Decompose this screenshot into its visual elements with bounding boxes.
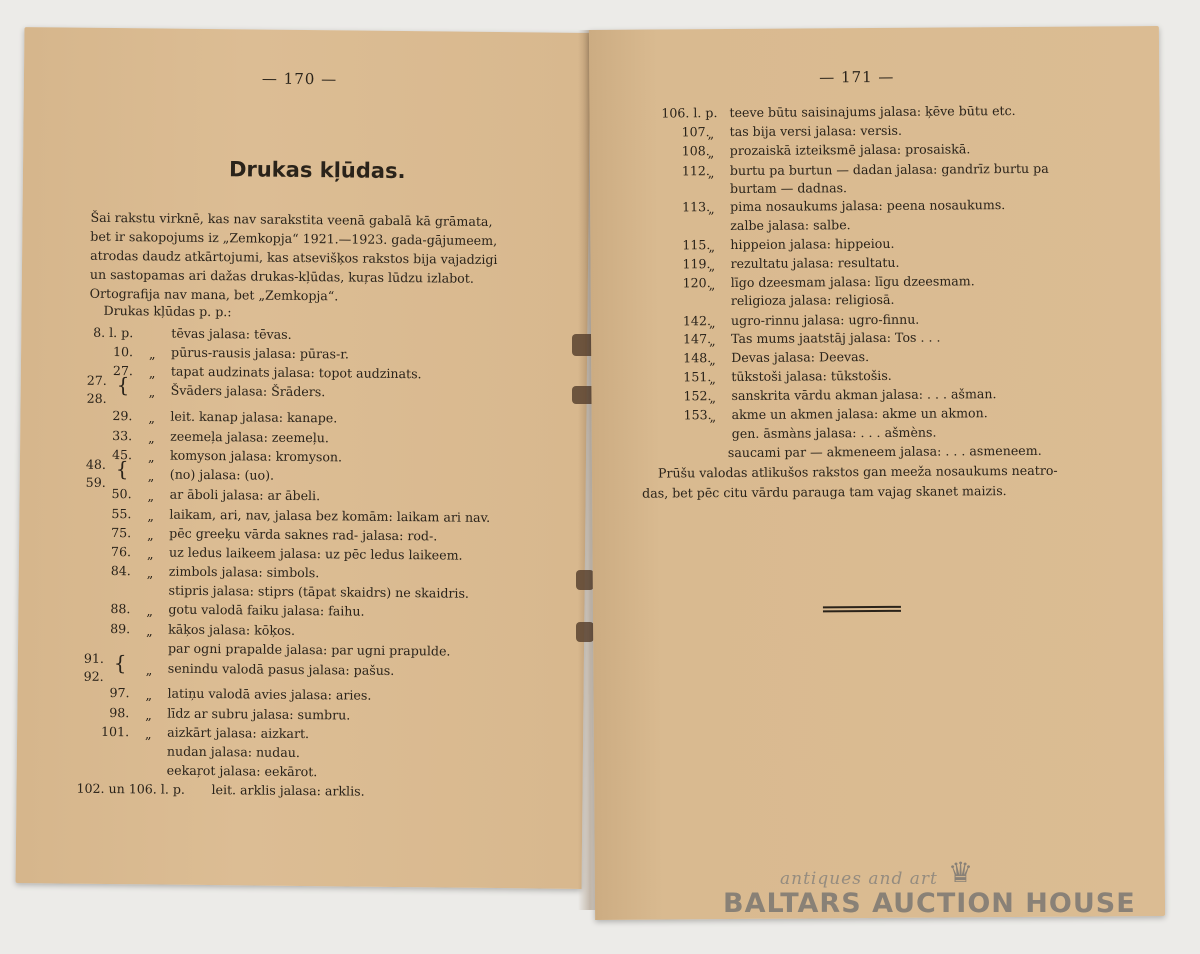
errata-entry: līgo dzeesmam jalasa: līgu dzeesmam. bbox=[730, 273, 975, 291]
errata-number: 88. bbox=[110, 600, 131, 617]
ditto-mark: „ bbox=[708, 277, 716, 293]
ditto-mark: „ bbox=[145, 662, 153, 678]
errata-number: 151. bbox=[683, 369, 712, 385]
ditto-mark: „ bbox=[709, 409, 717, 425]
errata-entry: pēc greeķu vārda saknes rad- jalasa: rod-. bbox=[169, 525, 438, 544]
ditto-mark: „ bbox=[145, 687, 153, 703]
intro-line: Ortografija nav mana, bet „Zemkopja“. bbox=[89, 285, 339, 304]
errata-entry: tas bija versi jalasa: versis. bbox=[729, 122, 903, 140]
ditto-mark: „ bbox=[709, 333, 716, 349]
intro-line: bet ir sakopojums iz „Zemkopja“ 1921.—1923. gada-gājumeem, bbox=[90, 228, 498, 249]
ditto-mark: „ bbox=[146, 623, 153, 639]
intro-line: un sastopamas ari dažas drukas-kļūdas, kuŗas lūdzu izlabot. bbox=[89, 266, 474, 286]
errata-entry: zimbols jalasa: simbols. bbox=[168, 563, 320, 581]
intro-line: atrodas daudz atkārtojumi, kas atsevišķos rakstos bija vajadzigi bbox=[90, 247, 498, 268]
errata-number: 50. bbox=[111, 485, 132, 502]
errata-number: 147. bbox=[682, 331, 712, 347]
crown-icon: ♛ bbox=[948, 856, 974, 889]
errata-entry: eekaŗot jalasa: eekārot. bbox=[166, 762, 318, 780]
end-rule bbox=[823, 610, 901, 613]
errata-number: 153. bbox=[683, 407, 712, 423]
ditto-mark: „ bbox=[146, 565, 154, 581]
ditto-mark: „ bbox=[709, 371, 716, 387]
errata-entry: uz ledus laikeem jalasa: uz pēc ledus laikeem. bbox=[168, 544, 463, 563]
errata-entry: tapat audzinats jalasa: topot audzinats. bbox=[170, 363, 422, 382]
errata-entry: zalbe jalasa: salbe. bbox=[730, 217, 851, 234]
ditto-mark: „ bbox=[709, 390, 717, 406]
errata-entry: burtu pa burtun — dadan jalasa: gandrīz burtu pa bbox=[729, 160, 1049, 179]
ditto-mark: „ bbox=[708, 239, 715, 255]
errata-entry: senindu valodā pasus jalasa: pašus. bbox=[167, 660, 395, 678]
ditto-mark: „ bbox=[707, 165, 715, 181]
ditto-mark: „ bbox=[148, 410, 156, 426]
left-page bbox=[16, 27, 591, 889]
errata-entry: teeve būtu saisinajums jalasa: ķēve būtu etc. bbox=[729, 103, 1016, 121]
ditto-mark: „ bbox=[145, 707, 152, 723]
errata-number: 107. bbox=[681, 124, 710, 140]
ditto-mark: „ bbox=[147, 449, 155, 465]
errata-number: 98. bbox=[109, 704, 130, 721]
closing-line: das, bet pēc citu vārdu parauga tam vajag skanet maizis. bbox=[642, 483, 1007, 501]
errata-number: 102. un 106. l. p. bbox=[76, 780, 186, 797]
errata-number: 33. bbox=[112, 428, 133, 444]
brace-mark: { bbox=[113, 651, 127, 676]
errata-number: 84. bbox=[110, 562, 131, 579]
errata-entry: Tas mums jaatstāj jalasa: Tos . . . bbox=[731, 329, 941, 347]
errata-number: 106. l. p. bbox=[661, 105, 718, 121]
errata-number: 10. bbox=[112, 344, 134, 360]
errata-entry: religioza jalasa: religiosā. bbox=[730, 291, 895, 309]
binding-staple bbox=[576, 622, 594, 642]
errata-entry: zeemeļa jalasa: zeemeļu. bbox=[170, 428, 330, 446]
errata-entry: tūkstoši jalasa: tūkstošis. bbox=[731, 367, 892, 385]
errata-entry: pūrus-rausis jalasa: pūras-r. bbox=[171, 344, 350, 362]
ditto-mark: „ bbox=[707, 145, 715, 161]
errata-entry: gen. āsmàns jalasa: . . . ašmèns. bbox=[731, 424, 937, 442]
watermark-brand: BALTARS AUCTION HOUSE bbox=[723, 888, 1136, 919]
errata-entry: aizkārt jalasa: aizkart. bbox=[167, 724, 310, 742]
errata-list-heading: Drukas kļūdas p. p.: bbox=[103, 302, 232, 320]
ditto-mark: „ bbox=[147, 508, 154, 524]
errata-number: 29. bbox=[112, 408, 133, 424]
binding-staple bbox=[576, 570, 594, 590]
ditto-mark: „ bbox=[147, 488, 155, 504]
errata-entry: burtam — dadnas. bbox=[729, 180, 848, 197]
errata-number: 91. 92. bbox=[83, 650, 105, 684]
errata-number: 27. 28. bbox=[86, 372, 107, 406]
errata-entry: nudan jalasa: nudau. bbox=[166, 743, 300, 760]
errata-number: 119. bbox=[682, 256, 711, 272]
errata-number: 48. 59. bbox=[85, 456, 107, 490]
errata-entry: leit. arklis jalasa: arklis. bbox=[211, 782, 365, 799]
closing-line: Prūšu valodas atlikušos rakstos gan meeža nosaukums neatro- bbox=[657, 462, 1058, 481]
brace-mark: { bbox=[115, 457, 129, 482]
errata-entry: hippeion jalasa: hippeiou. bbox=[730, 235, 895, 253]
errata-number: 113. bbox=[682, 199, 711, 215]
page-title: Drukas kļūdas. bbox=[228, 157, 406, 184]
ditto-mark: „ bbox=[148, 430, 155, 446]
errata-number: 97. bbox=[109, 684, 130, 701]
errata-number: 75. bbox=[111, 524, 132, 541]
brace-mark: { bbox=[116, 373, 130, 398]
errata-entry: latiņu valodā avies jalasa: aries. bbox=[167, 685, 372, 703]
errata-entry: leit. kanap jalasa: kanape. bbox=[170, 408, 338, 426]
errata-entry: (no) jalasa: (uo). bbox=[169, 466, 275, 483]
errata-number: 45. bbox=[111, 447, 133, 463]
errata-number: 115. bbox=[682, 237, 711, 253]
errata-number: 55. bbox=[111, 505, 132, 522]
errata-number: 76. bbox=[110, 543, 132, 560]
ditto-mark: „ bbox=[147, 527, 154, 543]
errata-entry: saucami par — akmeneem jalasa: . . . asmeneem. bbox=[727, 442, 1042, 461]
errata-entry: Devas jalasa: Deevas. bbox=[731, 349, 870, 366]
errata-number: 112. bbox=[681, 163, 710, 179]
errata-entry: līdz ar subru jalasa: sumbru. bbox=[167, 705, 351, 723]
errata-entry: sanskrita vārdu akman jalasa: . . . ašman. bbox=[731, 386, 997, 404]
errata-number: 89. bbox=[110, 620, 131, 637]
end-rule bbox=[823, 606, 901, 609]
ditto-mark: „ bbox=[708, 258, 716, 274]
errata-entry: prozaiskā izteiksmē jalasa: prosaiskā. bbox=[729, 141, 971, 159]
watermark-tagline: antiques and art bbox=[780, 869, 938, 889]
errata-number: 152. bbox=[683, 388, 712, 404]
errata-entry: laikam, ari, nav, jalasa bez komām: laikam ari nav. bbox=[169, 506, 491, 525]
errata-number: 142. bbox=[682, 313, 711, 329]
ditto-mark: „ bbox=[707, 126, 715, 142]
errata-entry: par ogni prapalde jalasa: par ugni prapulde. bbox=[167, 640, 451, 659]
ditto-mark: „ bbox=[148, 365, 156, 381]
errata-entry: tēvas jalasa: tēvas. bbox=[171, 325, 292, 342]
ditto-mark: „ bbox=[146, 546, 154, 562]
errata-number: 101. bbox=[101, 723, 130, 740]
ditto-mark: „ bbox=[149, 346, 156, 362]
ditto-mark: „ bbox=[148, 384, 156, 400]
ditto-mark: „ bbox=[709, 352, 716, 368]
ditto-mark: „ bbox=[708, 315, 716, 331]
errata-entry: kāķos jalasa: kōķos. bbox=[168, 621, 296, 638]
errata-entry: Švāders jalasa: Šrāders. bbox=[170, 382, 326, 400]
ditto-mark: „ bbox=[145, 726, 152, 742]
errata-number: 120. bbox=[682, 275, 711, 291]
errata-entry: ar āboli jalasa: ar ābeli. bbox=[169, 486, 321, 504]
page-number-left: — 170 — bbox=[261, 69, 338, 89]
errata-entry: rezultatu jalasa: resultatu. bbox=[730, 254, 900, 272]
errata-entry: ugro-rinnu jalasa: ugro-finnu. bbox=[730, 311, 920, 329]
errata-number: 148. bbox=[683, 350, 712, 366]
errata-number: 8. l. p. bbox=[93, 324, 134, 341]
intro-paragraph bbox=[90, 208, 531, 308]
errata-entry: gotu valodā faiku jalasa: faihu. bbox=[168, 601, 365, 619]
errata-entry: komyson jalasa: kromyson. bbox=[169, 447, 343, 465]
errata-entry: akme un akmen jalasa: akme un akmon. bbox=[731, 405, 988, 423]
ditto-mark: „ bbox=[708, 201, 715, 217]
errata-entry: pima nosaukums jalasa: peena nosaukums. bbox=[730, 197, 1006, 215]
ditto-mark: „ bbox=[147, 468, 155, 484]
errata-entry: stipris jalasa: stiprs (tāpat skaidrs) ne skaidris. bbox=[168, 582, 470, 601]
errata-number: 27. bbox=[112, 363, 133, 379]
right-page bbox=[589, 26, 1165, 920]
ditto-mark: „ bbox=[146, 603, 154, 619]
errata-number: 108. bbox=[681, 143, 710, 159]
intro-line: Šai rakstu virknē, kas nav sarakstita veenā gabalā kā grāmata, bbox=[90, 209, 493, 229]
page-number-right: — 171 — bbox=[819, 67, 895, 87]
